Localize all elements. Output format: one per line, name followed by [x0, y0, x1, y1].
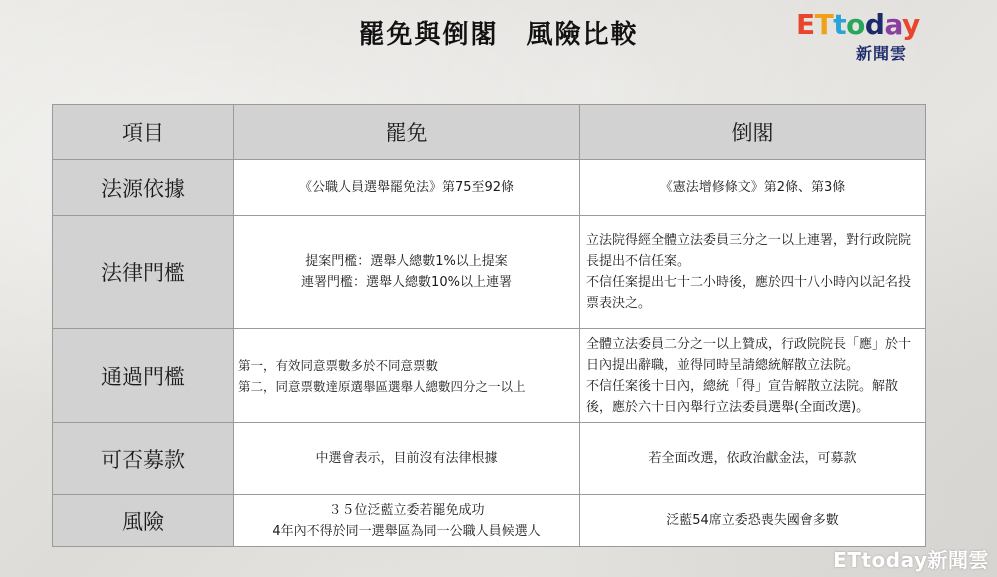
ettoday-logo: [796, 10, 936, 64]
page-title: 罷免與倒閣 風險比較: [358, 20, 639, 50]
cell-recall-legal-threshold: 提案門檻：選舉人總數1%以上提案 連署門檻：選舉人總數10%以上連署: [234, 216, 580, 329]
table-row: [53, 329, 926, 423]
header-item: 項目: [53, 105, 234, 160]
cell-noconf-legal-basis: 《憲法增修條文》第2條、第3條: [580, 160, 926, 216]
cell-noconf-fundraising: 若全面改選，依政治獻金法，可募款: [580, 423, 926, 495]
cell-recall-fundraising: 中選會表示，目前沒有法律根據: [234, 423, 580, 495]
row-label-risk: 風險: [53, 495, 234, 547]
cell-noconf-passing-threshold: 全體立法委員二分之一以上贊成，行政院院長「應」於十日內提出辭職，並得同時呈請總統解散立法院。 不信任案後十日內，總統「得」宣告解散立法院。解散後，應於六十日內舉行立法委員選舉(全面改選)。: [580, 329, 926, 423]
table-row: [53, 495, 926, 547]
table-header-row: [53, 105, 926, 160]
header-recall: 罷免: [234, 105, 580, 160]
cell-recall-risk: ３５位泛藍立委若罷免成功 4年內不得於同一選舉區為同一公職人員候選人: [234, 495, 580, 547]
cell-noconf-risk: 泛藍54席立委恐喪失國會多數: [580, 495, 926, 547]
row-label-fundraising: 可否募款: [53, 423, 234, 495]
row-label-legal-threshold: 法律門檻: [53, 216, 234, 329]
comparison-table: [52, 104, 926, 547]
cell-recall-legal-basis: 《公職人員選舉罷免法》第75至92條: [234, 160, 580, 216]
table-row: [53, 423, 926, 495]
row-label-legal-basis: 法源依據: [53, 160, 234, 216]
cell-recall-passing-threshold: 第一，有效同意票數多於不同意票數 第二，同意票數達原選舉區選舉人總數四分之一以上: [234, 329, 580, 423]
logo-wordmark: ETtoday: [796, 8, 920, 41]
header-no-confidence: 倒閣: [580, 105, 926, 160]
row-label-passing-threshold: 通過門檻: [53, 329, 234, 423]
cell-noconf-legal-threshold: 立法院得經全體立法委員三分之一以上連署，對行政院院長提出不信任案。 不信任案提出七十二小時後，應於四十八小時內以記名投票表決之。: [580, 216, 926, 329]
table-row: [53, 160, 926, 216]
logo-subtitle: 新聞雲: [856, 44, 908, 63]
watermark: ETtoday新聞雲: [833, 548, 989, 572]
table-row: [53, 216, 926, 329]
